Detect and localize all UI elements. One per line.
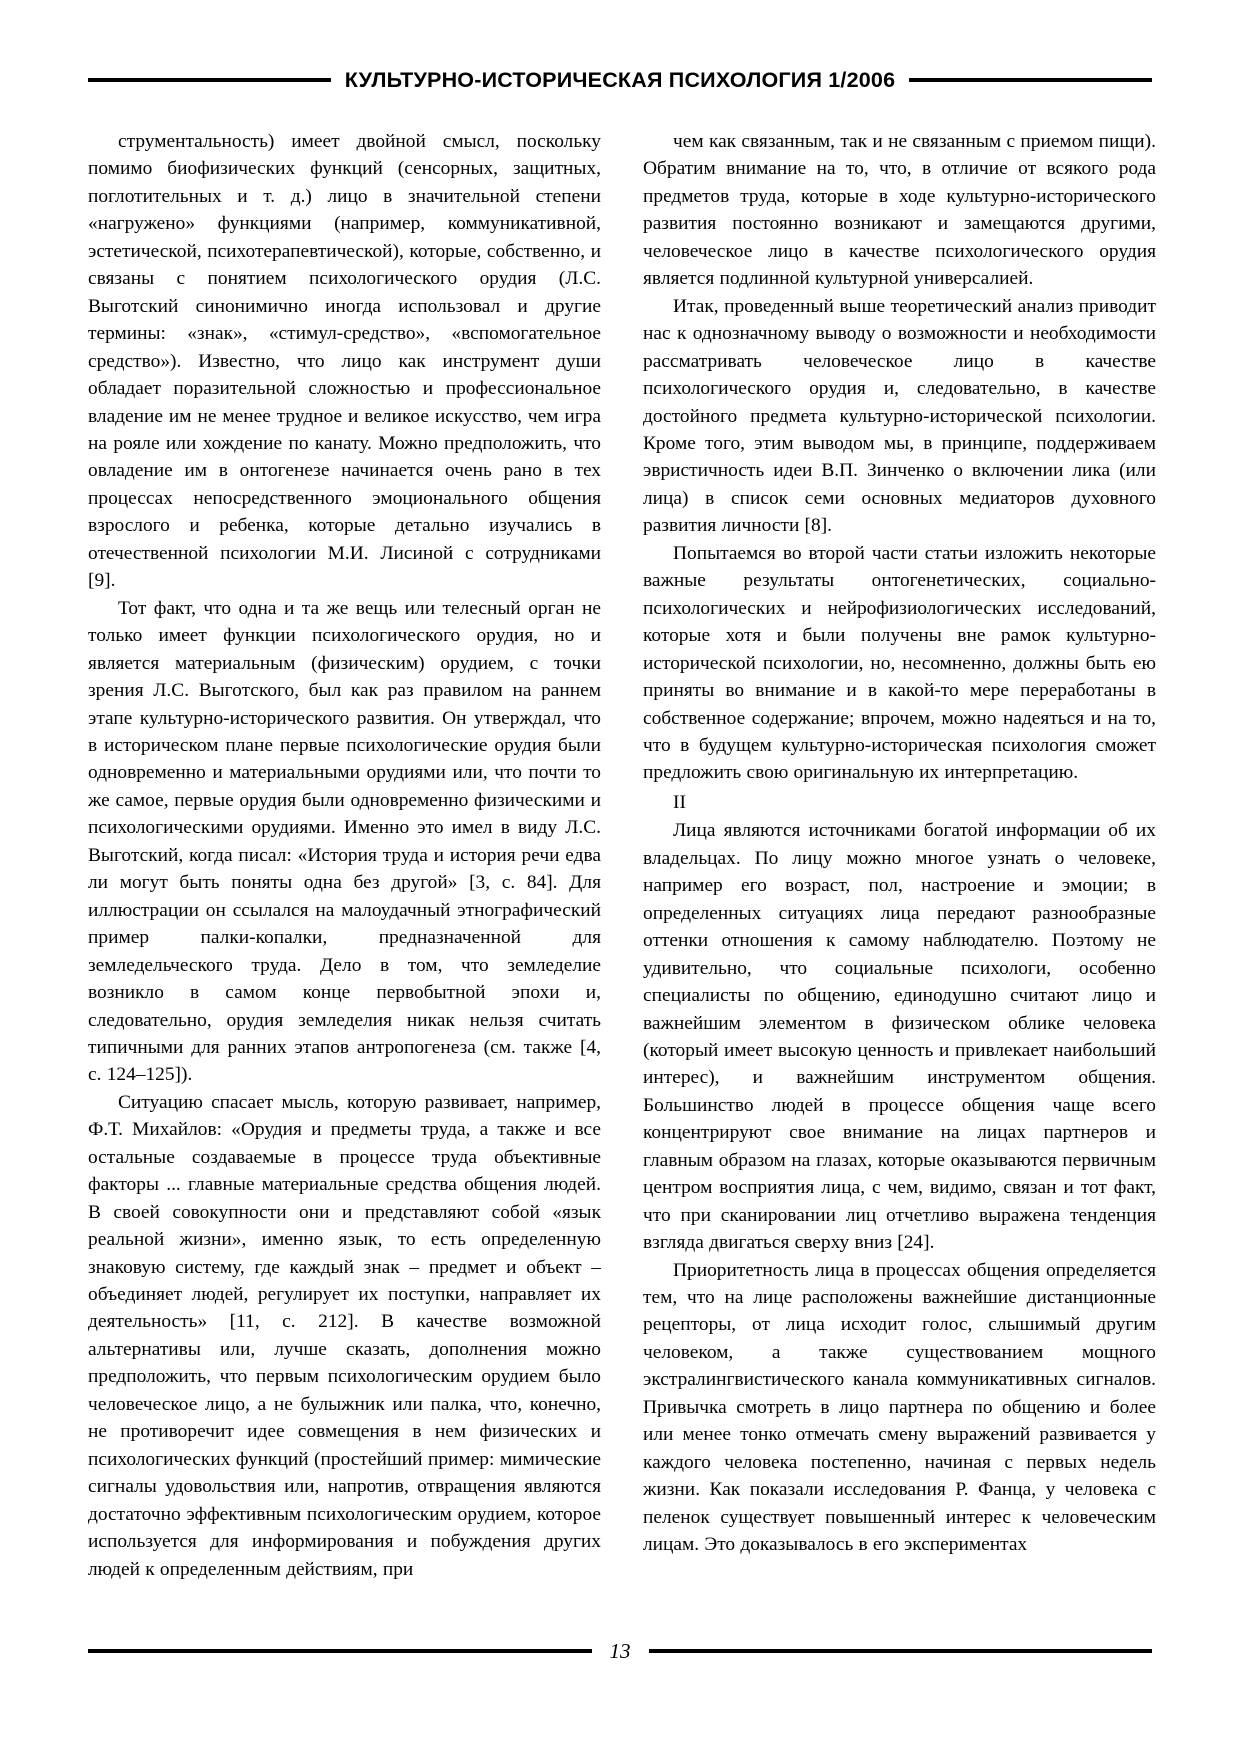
column-right xyxy=(643,128,1156,1568)
paragraph: Ситуацию спасает мысль, которую развивает, например, Ф.Т. Михайлов: «Орудия и предметы труда, а также и все остальные создаваемые в процессе труда объективные факторы ... главные материальные средства общения людей. В своей совокупности они и представляют собой «язык реальной жизни», именно язык, то есть определенную знаковую систему, где каждый знак – предмет и объект – объединяет людей, регулирует их поступки, направляет их деятельность» [11, с. 212]. В качестве возможной альтернативы или, лучше сказать, дополнения можно предположить, что первым психологическим орудием было человеческое лицо, а не булыжник или палка, что, конечно, не противоречит идее совмещения в нем физических и психологических функций (простейший пример: мимические сигналы удовольствия или, напротив, отвращения являются достаточно эффективным психологическим орудием, которое используется для информирования и побуждения других людей к определенным действиям, при xyxy=(88,1091,601,1580)
footer-rule-left xyxy=(88,1649,592,1653)
paragraph: Лица являются источниками богатой информации об их владельцах. По лицу можно многое узнать о человеке, например его возраст, пол, настроение и эмоции; в определенных ситуациях лица передают разнообразные оттенки отношения к самому наблюдателю. Поэтому не удивительно, что социальные психологи, особенно специалисты по общению, единодушно считают лицо и важнейшим элементом в физическом облике человека (который имеет высокую ценность и привлекает наибольший интерес), и важнейшим инструментом общения. Большинство людей в процессе общения чаще всего концентрируют свое внимание на лицах партнеров и главным образом на глазах, которые оказываются первичным центром восприятия лица, с чем, видимо, связан и тот факт, что при сканировании лиц отчетливо выражена тенденция взгляда двигаться сверху вниз [24]. xyxy=(643,820,1156,1254)
page-footer xyxy=(88,1636,1152,1666)
paragraph: чем как связанным, так и не связанным с приемом пищи). Обратим внимание на то, что, в отличие от всякого рода предметов труда, которые в ходе культурно-исторического развития постоянно возникают и замещаются другими, человеческое лицо в качестве психологического орудия является подлинной культурной универсалией. xyxy=(643,131,1156,290)
paragraph: Итак, проведенный выше теоретический анализ приводит нас к однозначному выводу о возможности и необходимости рассматривать человеческое лицо в качестве психологического орудия и, следовательно, в качестве достойного предмета культурно-исторической психологии. Кроме того, этим выводом мы, в принципе, поддерживаем эвристичность идеи В.П. Зинченко о включении лика (или лица) в список семи основных медиаторов духовного развития личности [8]. xyxy=(643,295,1156,537)
paragraph: Тот факт, что одна и та же вещь или телесный орган не только имеет функции психологического орудия, но и является материальным (физическим) орудием, с точки зрения Л.С. Выготского, был как раз правилом на раннем этапе культурно-исторического развития. Он утверждал, что в историческом плане первые психологические орудия были одновременно и материальными орудиями или, что почти то же самое, первые орудия были одновременно физическими и психологическими орудиями. Именно это имел в виду Л.С. Выготский, когда писал: «История труда и история речи едва ли могут быть поняты одна без другой» [3, с. 84]. Для иллюстрации он ссылался на малоудачный этнографический пример палки-копалки, предназначенной для земледельческого труда. Дело в том, что земледелие возникло в самом конце первобытной эпохи и, следовательно, орудия земледелия никак нельзя считать типичными для ранних этапов антропогенеза (см. также [4, с. 124–125]). xyxy=(88,597,601,1086)
running-head-title: КУЛЬТУРНО-ИСТОРИЧЕСКАЯ ПСИХОЛОГИЯ 1/2006 xyxy=(344,67,896,92)
page-number: 13 xyxy=(609,1638,631,1663)
running-head-rule-left xyxy=(88,78,331,82)
paragraph: Попытаемся во второй части статьи изложить некоторые важные результаты онтогенетических, социально-психологических и нейрофизиологических исследований, которые хотя и были получены вне рамок культурно-исторической психологии, но, несомненно, должны быть ею приняты во внимание и в какой-то мере переработаны в собственное содержание; впрочем, можно надеяться и на то, что в будущем культурно-историческая психология сможет предложить свою оригинальную их интерпретацию. xyxy=(643,542,1156,784)
footer-rule-right xyxy=(649,1649,1153,1653)
body-text-area xyxy=(88,128,1156,1580)
column-left xyxy=(88,128,601,1580)
running-head xyxy=(88,62,1152,98)
section-number-heading: II xyxy=(673,791,686,813)
paragraph: струментальность) имеет двойной смысл, поскольку помимо биофизических функций (сенсорных, защитных, поглотительных и т. д.) лицо в значительной степени «нагружено» функциями (например, коммуникативной, эстетической, психотерапевтической), которые, собственно, и связаны с понятием психологического орудия (Л.С. Выготский синонимично иногда использовал и другие термины: «знак», «стимул-средство», «вспомогательное средство»). Известно, что лицо как инструмент души обладает поразительной сложностью и профессиональное владение им не менее трудное и великое искусство, чем игра на рояле или хождение по канату. Можно предположить, что овладение им в онтогенезе начинается очень рано в тех процессах непосредственного эмоционального общения взрослого и ребенка, которые детально изучались в отечественной психологии М.И. Лисиной с сотрудниками [9]. xyxy=(88,131,601,592)
paragraph: Приоритетность лица в процессах общения определяется тем, что на лице расположены важнейшие дистанционные рецепторы, от лица исходит голос, слышимый другим человеком, а также существованием мощного экстралингвистического канала коммуникативных сигналов. Привычка смотреть в лицо партнера по общению и более или менее тонко отмечать смену выражений развивается у каждого человека постепенно, начиная с первых недель жизни. Как показали исследования Р. Фанца, у человека с пеленок существует повышенный интерес к человеческим лицам. Это доказывалось в его экспериментах xyxy=(643,1259,1156,1556)
running-head-rule-right xyxy=(909,78,1152,82)
